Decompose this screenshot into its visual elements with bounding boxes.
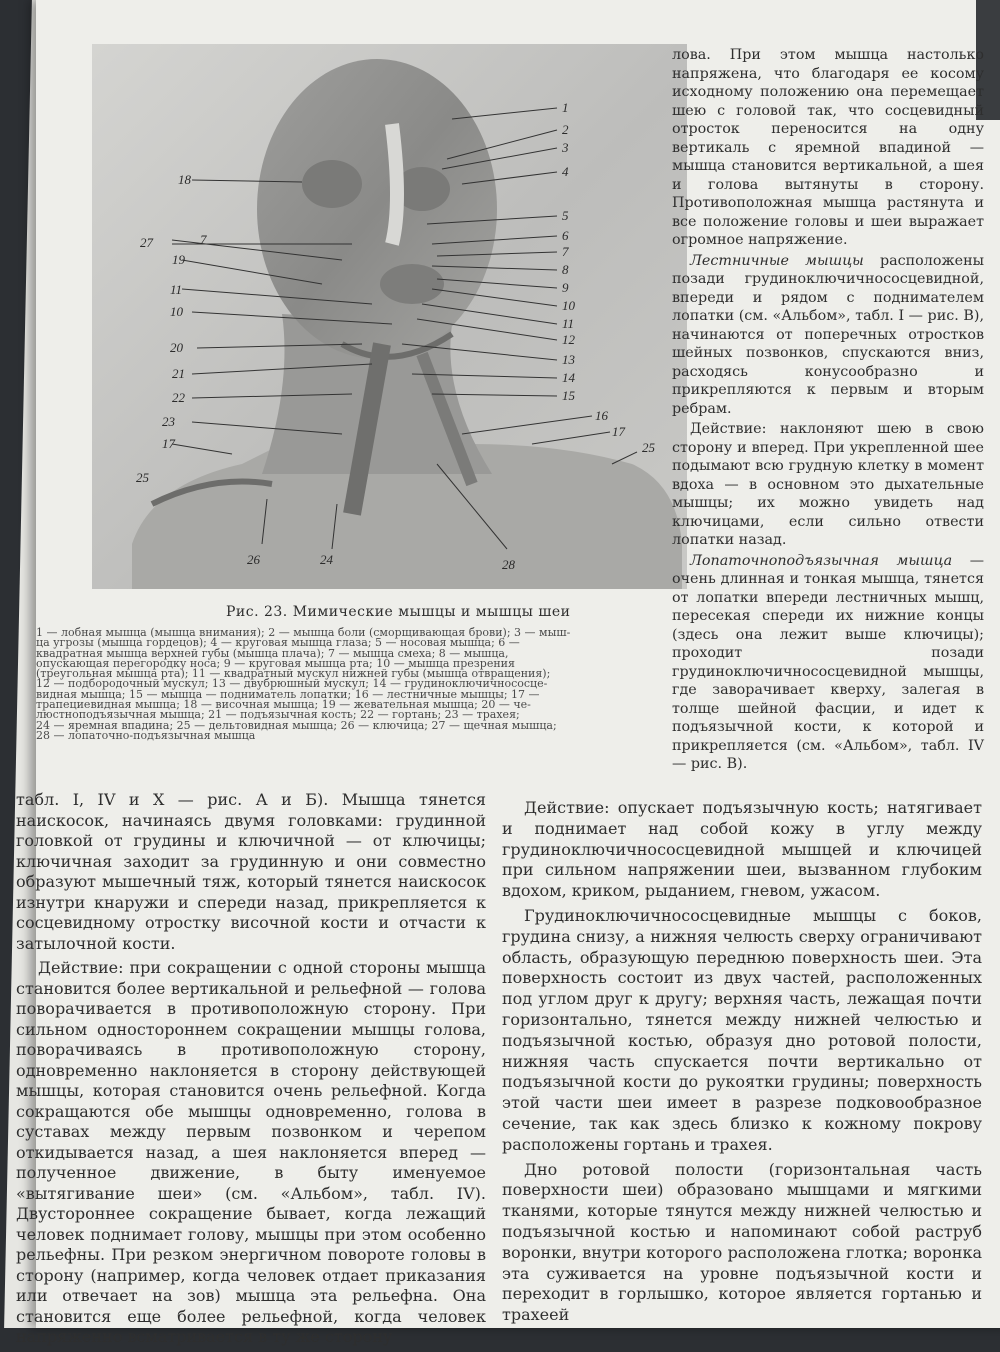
legend-line: 24 — яремная впадина; 25 — дельтовидная мышца; 26 — ключица; 27 — щечная мышца; (36, 718, 557, 732)
right-column-bottom (502, 798, 982, 1330)
fig-label: 21 (172, 366, 185, 381)
fig-label: 2 (562, 122, 569, 137)
left-column-bottom (16, 790, 486, 1352)
figure-caption-title: Рис. 23. Мимические мышцы и мышцы шеи (226, 604, 571, 620)
fig-label: 8 (562, 262, 569, 277)
book-page (16, 0, 1000, 1346)
right-column-top (672, 46, 984, 776)
fig-label: 11 (170, 282, 183, 297)
anatomy-figure (92, 44, 687, 589)
legend-line: квадратная мышца верхней губы (мышца плача); 7 — мышца смеха; 8 — мышца, (36, 646, 509, 660)
paragraph: лова. При этом мышца настолько напряжена, что благодаря ее косому исходному положению она перемещает шею с головой так, что сосцевидный отросток переносится на одну вертикаль с яремной впадиной — мышца становится вертикальной, а шея и голова вытянуты в сторону. Противоположная мышца растянута и все положение головы и шеи выражает огромное напряжение. (672, 47, 984, 248)
fig-label: 24 (320, 552, 333, 567)
fig-label: 7 (562, 244, 569, 259)
fig-label: 19 (172, 252, 185, 267)
skull-shape (257, 59, 497, 359)
figure-legend (36, 628, 646, 741)
paragraph: Действие: при сокращении с одной стороны мышца становится более вертикальной и рельефной — голова поворачивается в противоположную сторону. При сильном одностороннем сокращении мышцы голова, поворачиваясь в противоположную сторону, одновременно наклоняется в сторону действующей мышцы, которая становится очень рельефной. Когда сокращаются обе мышцы одновременно, голова в суставах между первым позвонком и черепом откидывается назад, а шея наклоняется вперед — полученное движение, в быту именуемое «вытягивание шеи» (см. «Альбом», табл. IV). Двустороннее сокращение бывает, когда лежащий человек поднимает голову, мышцы при этом особенно рельефны. При резком энергичном повороте головы в сторону (например, когда человек отдает приказания или отвечает на зов) мышца эта рельефна. Она становится еще более рельефной, когда человек напряженно всматривается в ту же сторону (16, 958, 486, 1346)
legend-line: трапециевидная мышца; 18 — височная мышца; 19 — жевательная мышца; 20 — че- (36, 698, 531, 712)
paragraph: табл. I, IV и X — рис. А и Б). Мышца тянется наискосок, начинаясь двумя головками: грудинной головкой от грудины и ключичной — от ключицы; ключичная заходит за грудинную и они совместно образуют мышечный тяж, который тянется наискосок изнутри кнаружи и спереди назад, прикрепляется к сосцевидному отростку височной кости и отчасти к затылочной кости. (16, 790, 486, 953)
fig-label: 28 (502, 557, 515, 572)
fig-label: 1 (562, 100, 569, 115)
fig-label: 16 (595, 408, 608, 423)
legend-line: 28 — лопаточно-подъязычная мышца (36, 728, 256, 742)
fig-label: 27 (140, 235, 153, 250)
fig-label: 20 (170, 340, 183, 355)
paragraph: Дно ротовой полости (горизонтальная часть поверхности шеи) образовано мышцами и мягкими тканями, которые тянутся между нижней челюстью и подъязычной костью и напоминают собой раструб воронки, внутри которого расположена глотка; воронка эта суживается на уровне подъязычной кости и переходит в горлышко, которое является гортанью и трахеей (502, 1159, 982, 1325)
fig-label: 10 (170, 304, 183, 319)
legend-line: 1 — лобная мышца (мышца внимания); 2 — мышца боли (сморщивающая брови); 3 — мыш- (36, 626, 571, 639)
fig-label: 17 (162, 436, 175, 451)
paragraph-text: расположены позади грудиноключичнососцевидной, впереди и рядом с поднимателем лопатки (см. «Альбом», табл. I — рис. В), начинаются от поперечных отростков шейных позвонков, спускаются вниз, расходясь конусообразно и прикрепляются к первым и вторым ребрам. (672, 252, 984, 417)
fig-label: 26 (247, 552, 260, 567)
fig-label: 18 (178, 172, 191, 187)
fig-label: 4 (562, 164, 569, 179)
fig-label: 3 (562, 140, 569, 155)
eye-orbit-left (302, 160, 362, 208)
forehead-midline (392, 124, 397, 244)
paragraph-text: — очень длинная и тонкая мышца, тянется от лопатки впереди лестничных мышц, пересекая спереди их нижние концы (здесь она лежит выше ключицы); проходит позади грудиноключичнососцевидной мышцы, где заворачивает кверху, залегая в толще шейной фасции, и идет к подъязычной кости, к которой и прикрепляется (см. «Альбом», табл. IV — рис. В). (672, 552, 984, 772)
fig-label: 25 (136, 470, 149, 485)
mouth-region (380, 264, 444, 304)
fig-label: 14 (562, 370, 575, 385)
legend-line: опускающая перегородку носа; 9 — круговая мышца рта; 10 — мышца презрения (36, 656, 515, 670)
legend-line: люстноподъязычная мышца; 21 — подъязычная кость; 22 — гортань; 23 — трахея; (36, 708, 520, 722)
fig-label: 9 (562, 280, 569, 295)
fig-label: 25 (642, 440, 655, 455)
fig-label: 23 (162, 414, 175, 429)
legend-line: 12 — подбородочный мускул; 13 — двубрюшный мускул; 14 — грудиноключичнососце- (36, 677, 548, 691)
term-italic: Лестничные мышцы (690, 252, 864, 269)
fig-label: 7 (200, 232, 207, 247)
paragraph (672, 252, 984, 419)
legend-line: видная мышца; 15 — мышца — подниматель лопатки; 16 — лестничные мышцы; 17 — (36, 687, 540, 701)
paragraph (672, 552, 984, 774)
legend-line: ца угрозы (мышца гордецов); 4 — круговая мышца глаза; 5 — носовая мышца; 6 — (36, 636, 520, 650)
fig-label: 5 (562, 208, 569, 223)
fig-label: 22 (172, 390, 185, 405)
fig-label: 15 (562, 388, 575, 403)
head-neck-illustration (92, 44, 687, 589)
legend-line: (треугольная мышца рта); 11 — квадратный мускул нижней губы (мышца отвращения); (36, 667, 551, 681)
fig-label: 11 (562, 316, 575, 331)
fig-label: 12 (562, 332, 575, 347)
fig-label: 17 (612, 424, 625, 439)
paragraph: Действие: опускает подъязычную кость; натягивает и поднимает над собой кожу в углу между грудиноключичнососцевидной мышцей и ключицей при сильном напряжении шеи, вызванном глубоким вдохом, криком, рыданием, гневом, ужасом. (502, 798, 982, 901)
paragraph: Грудиноключичнососцевидные мышцы с боков, грудина снизу, а нижняя челюсть сверху ограничивают область, образующую переднюю поверхность шеи. Эта поверхность состоит из двух частей, расположенных под углом друг к другу; верхняя часть, лежащая почти горизонтально, тянется между нижней челюстью и подъязычной костью, образуя дно ротовой полости, нижняя часть спускается почти вертикально от подъязычной кости до рукоятки грудины; поверхность этой части шеи имеет в разрезе подковообразное сечение, так как здесь близко к кожному покрову расположены гортань и трахея. (502, 905, 982, 1154)
paragraph: Действие: наклоняют шею в свою сторону и вперед. При укрепленной шее подымают всю грудную клетку в момент вдоха — в основном это дыхательные мышцы; их можно увидеть над ключицами, если сильно отвести лопатки назад. (672, 421, 984, 548)
fig-label: 10 (562, 298, 575, 313)
fig-label: 6 (562, 228, 569, 243)
fig-label: 13 (562, 352, 575, 367)
term-italic: Лопаточноподъязычная мышца (690, 552, 953, 569)
